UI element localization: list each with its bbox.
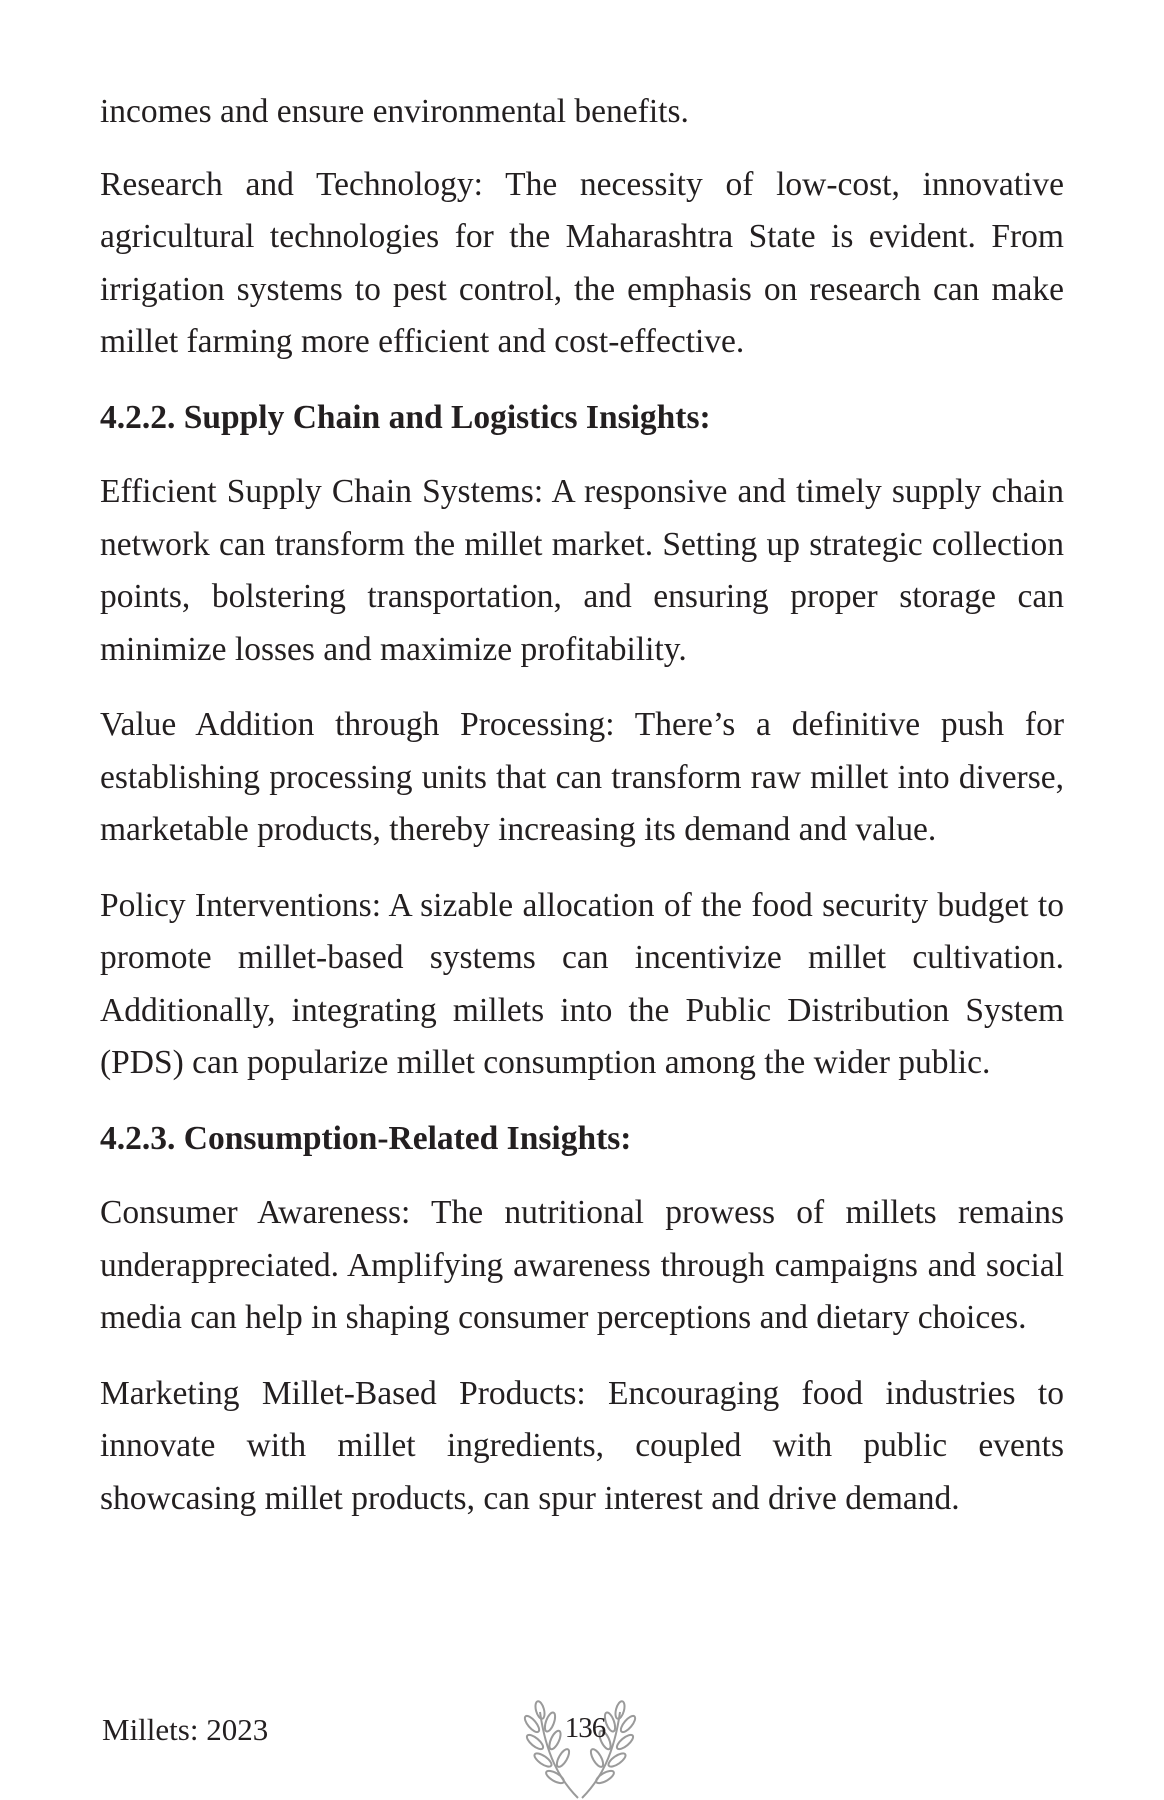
paragraph-research-technology: Research and Technology: The necessity of low-cost, innovative agricultural technologies for the Maharashtra State is evident. From irrigation systems to pest control, the emphasis on research can make millet farming more efficient and cost-effective. xyxy=(100,165,1064,360)
paragraph-marketing: Marketing Millet-Based Products: Encouraging food industries to innovate with millet ingredients, coupled with public events showcasing millet products, can spur interest and drive demand. xyxy=(100,1374,1064,1517)
footer-book-title: Millets: 2023 xyxy=(102,1712,269,1747)
page-number: 136 xyxy=(564,1712,606,1744)
paragraph-continuation: incomes and ensure environmental benefits. xyxy=(100,93,689,130)
paragraph-supply-chain-systems: Efficient Supply Chain Systems: A responsive and timely supply chain network can transform the millet market. Setting up strategic collection points, bolstering transportation, and ensuring proper storage can minimize losses and maximize profitability. xyxy=(100,473,1064,668)
paragraph-consumer-awareness: Consumer Awareness: The nutritional prowess of millets remains underappreciated. Amplifying awareness through campaigns and social media can help in shaping consumer perceptions and dietary choices. xyxy=(100,1194,1064,1336)
page-body xyxy=(100,86,1064,1548)
paragraph-value-addition: Value Addition through Processing: There’s a definitive push for establishing processing units that can transform raw millet into diverse, marketable products, thereby increasing its demand and value. xyxy=(100,706,1064,848)
page-footer xyxy=(0,1700,1164,1800)
section-heading-consumption: 4.2.3. Consumption-Related Insights: xyxy=(100,1119,632,1157)
paragraph-policy-interventions: Policy Interventions: A sizable allocation of the food security budget to promote millet-based systems can incentivize millet cultivation. Additionally, integrating millets into the Public Distribution System (PDS) can popularize millet consumption among the wider public. xyxy=(100,886,1064,1081)
section-heading-supply-chain: 4.2.2. Supply Chain and Logistics Insights: xyxy=(100,398,711,436)
